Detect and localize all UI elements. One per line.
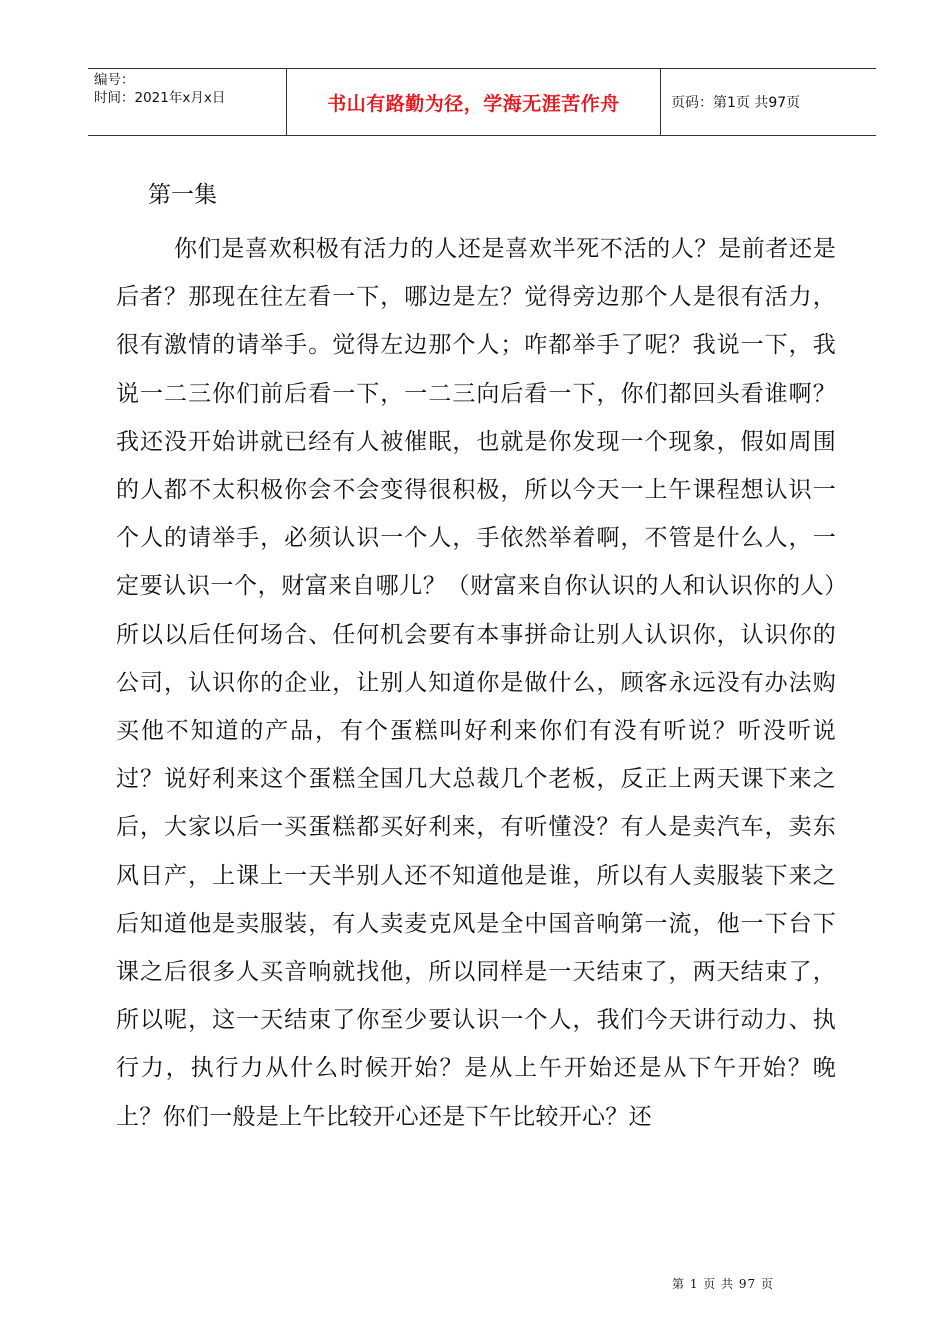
document-heading: 第一集 bbox=[148, 182, 217, 208]
page-footer: 第 1 页 共 97 页 bbox=[672, 1277, 774, 1291]
header-meta bbox=[88, 69, 287, 135]
header-number-label: 编号： bbox=[94, 72, 135, 88]
page-header bbox=[88, 68, 876, 136]
header-motto: 书山有路勤为径，学海无涯苦作舟 bbox=[287, 69, 661, 135]
header-page-info: 页码：第1页 共97页 bbox=[671, 95, 801, 111]
document-body bbox=[116, 170, 836, 1141]
document-paragraph: 你们是喜欢积极有活力的人还是喜欢半死不活的人？是前者还是后者？那现在往左看一下，哪边是左？觉得旁边那个人是很有活力，很有激情的请举手。觉得左边那个人；咋都举手了呢？我说一下，我说一二三你们前后看一下，一二三向后看一下，你们都回头看谁啊？我还没开始讲就已经有人被催眠，也就是你发现一个现象，假如周围的人都不太积极你会不会变得很积极，所以今天一上午课程想认识一个人的请举手，必须认识一个人，手依然举着啊，不管是什么人，一定要认识一个，财富来自哪儿？（财富来自你认识的人和认识你的人）所以以后任何场合、任何机会要有本事拼命让别人认识你，认识你的公司，认识你的企业，让别人知道你是做什么，顾客永远没有办法购买他不知道的产品，有个蛋糕叫好利来你们有没有听说？听没听说过？说好利来这个蛋糕全国几大总裁几个老板，反正上两天课下来之后，大家以后一买蛋糕都买好利来，有听懂没？有人是卖汽车，卖东风日产，上课上一天半别人还不知道他是谁，所以有人卖服装下来之后知道他是卖服装，有人卖麦克风是全中国音响第一流，他一下台下课之后很多人买音响就找他，所以同样是一天结束了，两天结束了，所以呢，这一天结束了你至少要认识一个人，我们今天讲行动力、执行力，执行力从什么时候开始？是从上午开始还是从下午开始？晚上？你们一般是上午比较开心还是下午比较开心？还 bbox=[116, 236, 836, 1130]
header-time-label: 时间：2021年x月x日 bbox=[94, 90, 226, 106]
